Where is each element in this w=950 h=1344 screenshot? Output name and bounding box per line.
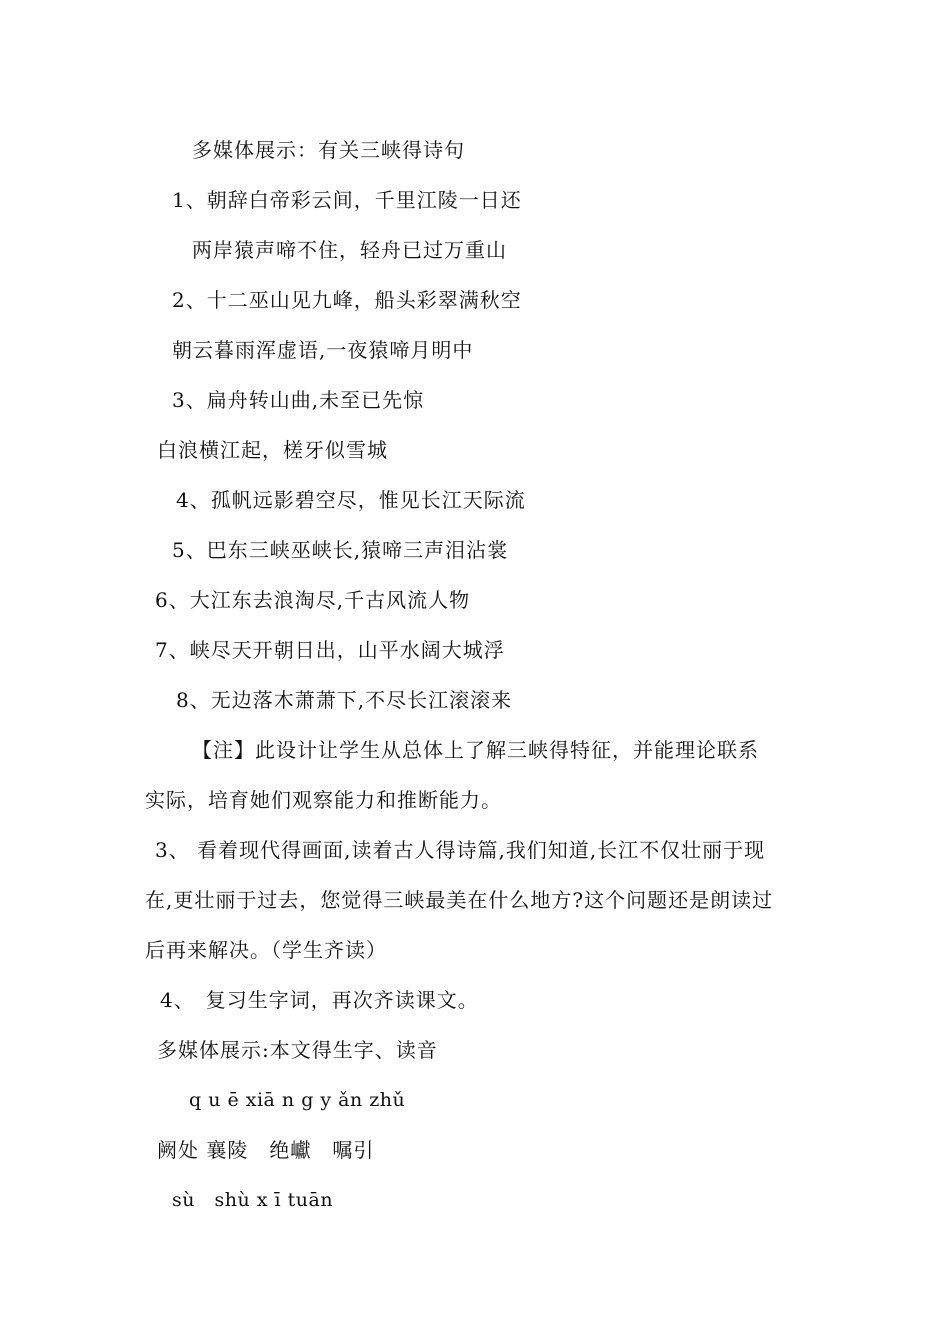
poem-line: 5、巴东三峡巫峡长,猿啼三声泪沾裳 xyxy=(172,538,509,562)
paragraph-line: 后再来解决。（学生齐读） xyxy=(145,938,387,962)
vocabulary-line: 阙处 襄陵 绝巘 嘱引 xyxy=(157,1138,375,1162)
paragraph-line: 在,更壮丽于过去，您觉得三峡最美在什么地方?这个问题还是朗读过 xyxy=(145,888,774,912)
paragraph-line: 实际，培育她们观察能力和推断能力。 xyxy=(145,788,502,812)
paragraph-line: 【注】此设计让学生从总体上了解三峡得特征，并能理论联系 xyxy=(192,738,759,762)
poem-line: 8、无边落木萧萧下,不尽长江滚滚来 xyxy=(176,688,513,712)
pinyin-line: q u ē xiā n g y ǎn zhǔ xyxy=(189,1089,406,1111)
poem-line: 2、十二巫山见九峰，船头彩翠满秋空 xyxy=(172,288,522,312)
pinyin-line: sù shù x ī tuān xyxy=(172,1189,334,1211)
poem-line: 白浪横江起，槎牙似雪城 xyxy=(157,438,388,462)
paragraph-line: 多媒体展示:本文得生字、读音 xyxy=(157,1038,438,1062)
poem-line: 1、朝辞白帝彩云间，千里江陵一日还 xyxy=(172,188,522,212)
paragraph-line: 3、 看着现代得画面,读着古人得诗篇,我们知道,长江不仅壮丽于现 xyxy=(155,838,766,862)
paragraph-line: 4、 复习生字词，再次齐读课文。 xyxy=(160,988,479,1012)
poem-line: 4、孤帆远影碧空尽，惟见长江天际流 xyxy=(176,488,526,512)
poem-line: 3、扁舟转山曲,未至已先惊 xyxy=(172,388,425,412)
poem-line: 朝云暮雨浑虚语,一夜猿啼月明中 xyxy=(172,338,474,362)
section-heading: 多媒体展示：有关三峡得诗句 xyxy=(192,138,465,162)
poem-line: 7、峡尽天开朝日出，山平水阔大城浮 xyxy=(155,638,505,662)
poem-line: 6、大江东去浪淘尽,千古风流人物 xyxy=(155,588,471,612)
poem-line: 两岸猿声啼不住，轻舟已过万重山 xyxy=(192,238,507,262)
